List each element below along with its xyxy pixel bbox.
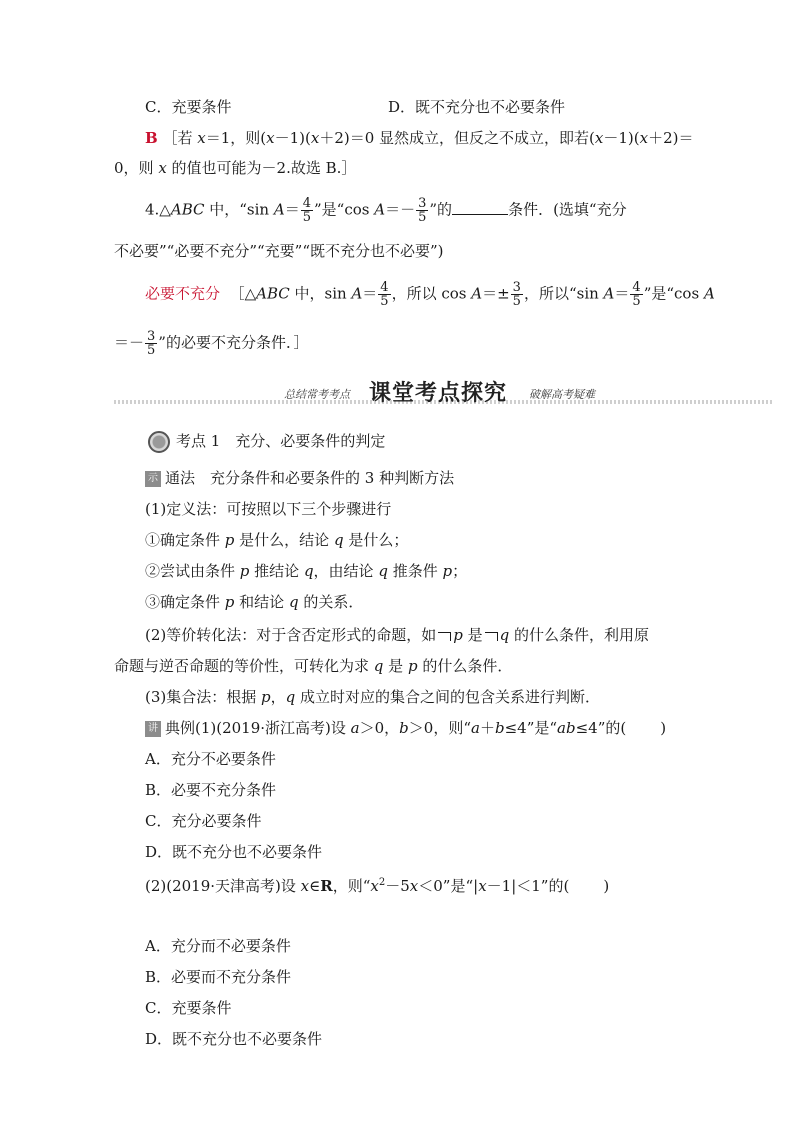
fraction: $\frac{4}{5}$ <box>632 280 641 309</box>
fraction: $\frac{3}{5}$ <box>418 196 427 225</box>
q3-explanation-line2: 0，则 x 的值也可能为－2.故选 B.］ <box>114 159 357 177</box>
negation-icon <box>438 632 451 641</box>
example-2-option-a: A．充分而不必要条件 <box>145 937 291 955</box>
q4-explanation-line1: 必要不充分 ［△ABC 中，sin A＝ $\frac{4}{5}$ ，所以 cos A＝± $\frac{3}{5}$ ，所以“sin A＝ $\frac{4}{5}$ ”是“cos A <box>145 280 715 309</box>
fraction: $\frac{4}{5}$ <box>302 196 311 225</box>
answer-blank <box>452 200 508 215</box>
example-1-stem: 讲 典例(1)(2019·浙江高考)设 a＞0，b＞0，则“a＋b≤4”是“ab≤4”的( ) <box>145 717 666 739</box>
q3-explanation-line1: B ［若 x＝1，则(x－1)(x＋2)＝0 显然成立，但反之不成立，即若(x－1)(x＋2)＝ <box>145 129 694 147</box>
section-banner-right: 破解高考疑难 <box>529 388 595 401</box>
method-equivalence-line2: 命题与逆否命题的等价性，可转化为求 q 是 p 的什么条件． <box>114 657 513 675</box>
q4-stem-line2: 不必要”“必要不充分”“充要”“既不充分也不必要”) <box>114 242 444 260</box>
negation-icon <box>485 632 498 641</box>
fraction: $\frac{3}{5}$ <box>512 280 521 309</box>
example-2-option-c: C．充要条件 <box>145 999 232 1017</box>
method-heading: 示 通法 充分条件和必要条件的 3 种判断方法 <box>145 467 454 489</box>
section-banner-left: 总结常考考点 <box>284 388 350 401</box>
method-tag-icon: 示 <box>145 471 161 487</box>
example-1-option-b: B．必要不充分条件 <box>145 781 277 799</box>
fraction: $\frac{3}{5}$ <box>147 329 156 358</box>
q4-answer: 必要不充分 <box>145 284 221 303</box>
section-banner-title: 课堂考点探究 <box>369 381 508 406</box>
method-equivalence-line1: (2)等价转化法：对于含否定形式的命题，如 p 是 q 的什么条件，利用原 <box>145 626 650 644</box>
q3-answer: B <box>145 129 158 147</box>
topic-circle-icon <box>148 431 170 453</box>
q3-option-d: D．既不充分也不必要条件 <box>388 98 566 116</box>
section-banner <box>114 376 774 410</box>
q4-stem-line1: 4.△ABC 中，“sin A＝ $\frac{4}{5}$ ”是“cos A＝－ $\frac{3}{5}$ ”的 条件．(选填“充分 <box>145 196 627 225</box>
example-1-option-d: D．既不充分也不必要条件 <box>145 843 323 861</box>
example-2-option-d: D．既不充分也不必要条件 <box>145 1030 323 1048</box>
q3-option-c: C．充要条件 <box>145 98 232 116</box>
method-set: (3)集合法：根据 p，q 成立时对应的集合之间的包含关系进行判断． <box>145 688 601 706</box>
method-definition: (1)定义法：可按照以下三个步骤进行 <box>145 500 392 518</box>
example-2-stem: (2)(2019·天津高考)设 x∈R，则“$x^2-5x<0$”是“|x－1|＜1”的( ) <box>145 877 610 895</box>
example-1-option-a: A．充分不必要条件 <box>145 750 276 768</box>
method-step-1: ①确定条件 p 是什么，结论 q 是什么； <box>145 531 409 549</box>
method-step-2: ②尝试由条件 p 推结论 q，由结论 q 推条件 p； <box>145 562 468 580</box>
topic-heading: 考点 1 充分、必要条件的判定 <box>148 430 385 453</box>
example-2-option-b: B．必要而不充分条件 <box>145 968 292 986</box>
method-step-3: ③确定条件 p 和结论 q 的关系． <box>145 593 364 611</box>
example-tag-icon: 讲 <box>145 721 161 737</box>
q4-explanation-line2: ＝－ $\frac{3}{5}$ ”的必要不充分条件．］ <box>114 329 309 358</box>
fraction: $\frac{4}{5}$ <box>380 280 389 309</box>
example-1-option-c: C．充分必要条件 <box>145 812 262 830</box>
